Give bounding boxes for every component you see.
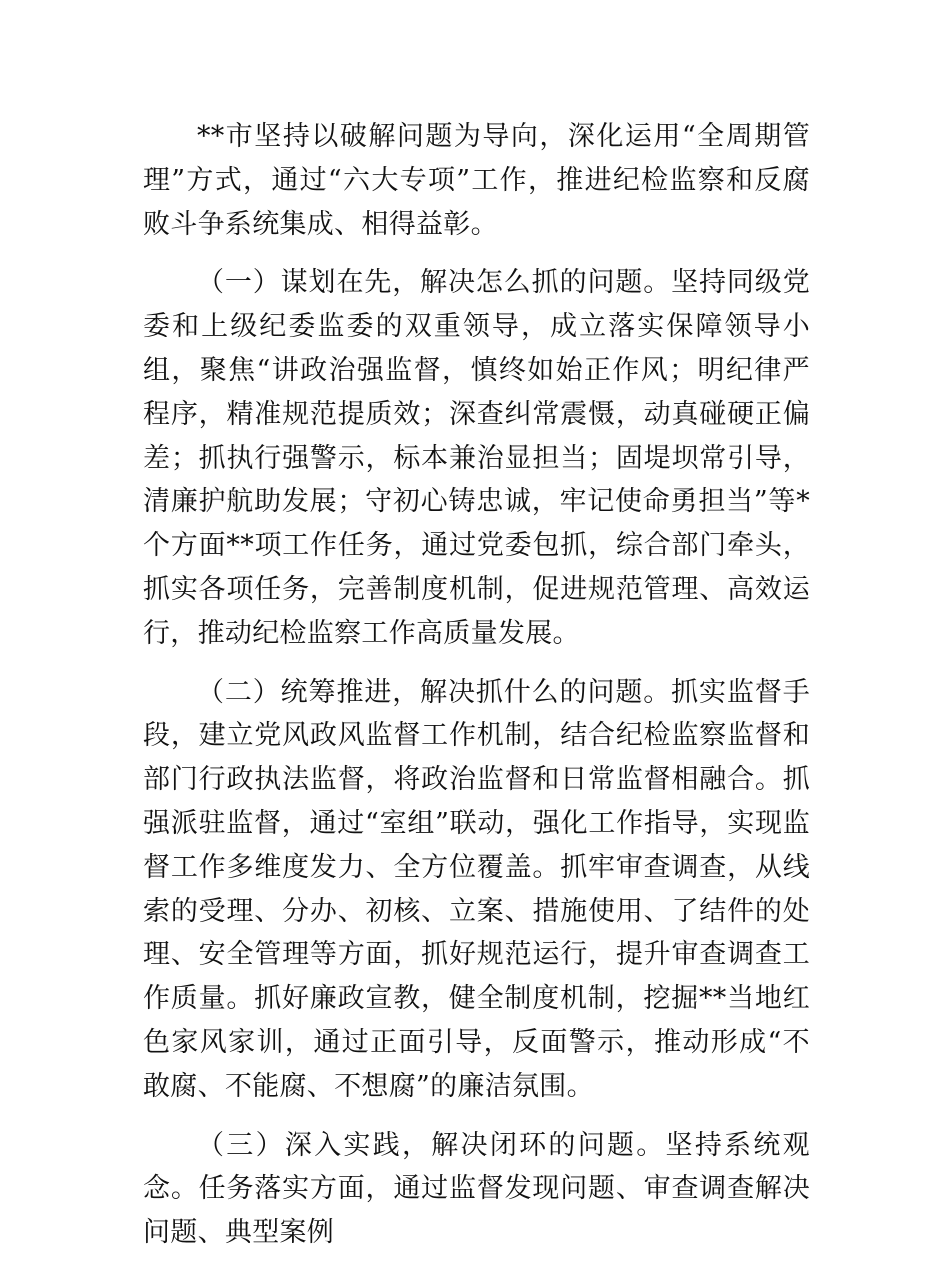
paragraph-section-2: （二）统筹推进，解决抓什么的问题。抓实监督手段，建立党风政风监督工作机制，结合纪检监察监督和部门行政执法监督，将政治监督和日常监督相融合。抓强派驻监督，通过“室组”联动，强化工作指导，实现监督工作多维度发力、全方位覆盖。抓牢审查调查，从线索的受理、分办、初核、立案、措施使用、了结件的处理、安全管理等方面，抓好规范运行，提升审查调查工作质量。抓好廉政宣教，健全制度机制，挖掘**当地红色家风家训，通过正面引导，反面警示，推动形成“不敢腐、不能腐、不想腐”的廉洁氛围。 — [143, 676, 810, 1102]
paragraph-intro: **市坚持以破解问题为导向，深化运用“全周期管理”方式，通过“六大专项”工作，推进纪检监察和反腐败斗争系统集成、相得益彰。 — [143, 121, 810, 240]
paragraph-section-3: （三）深入实践，解决闭环的问题。坚持系统观念。任务落实方面，通过监督发现问题、审查调查解决问题、典型案例 — [143, 1129, 810, 1249]
paragraph-section-1: （一）谋划在先，解决怎么抓的问题。坚持同级党委和上级纪委监委的双重领导，成立落实保障领导小组，聚焦“讲政治强监督，慎终如始正作风；明纪律严程序，精准规范提质效；深查纠常震慑，动真碰硬正偏差；抓执行强警示，标本兼治显担当；固堤坝常引导，清廉护航助发展；守初心铸忠诚，牢记使命勇担当”等*个方面**项工作任务，通过党委包抓，综合部门牵头，抓实各项任务，完善制度机制，促进规范管理、高效运行，推动纪检监察工作高质量发展。 — [143, 267, 810, 649]
document-body — [143, 115, 810, 1270]
